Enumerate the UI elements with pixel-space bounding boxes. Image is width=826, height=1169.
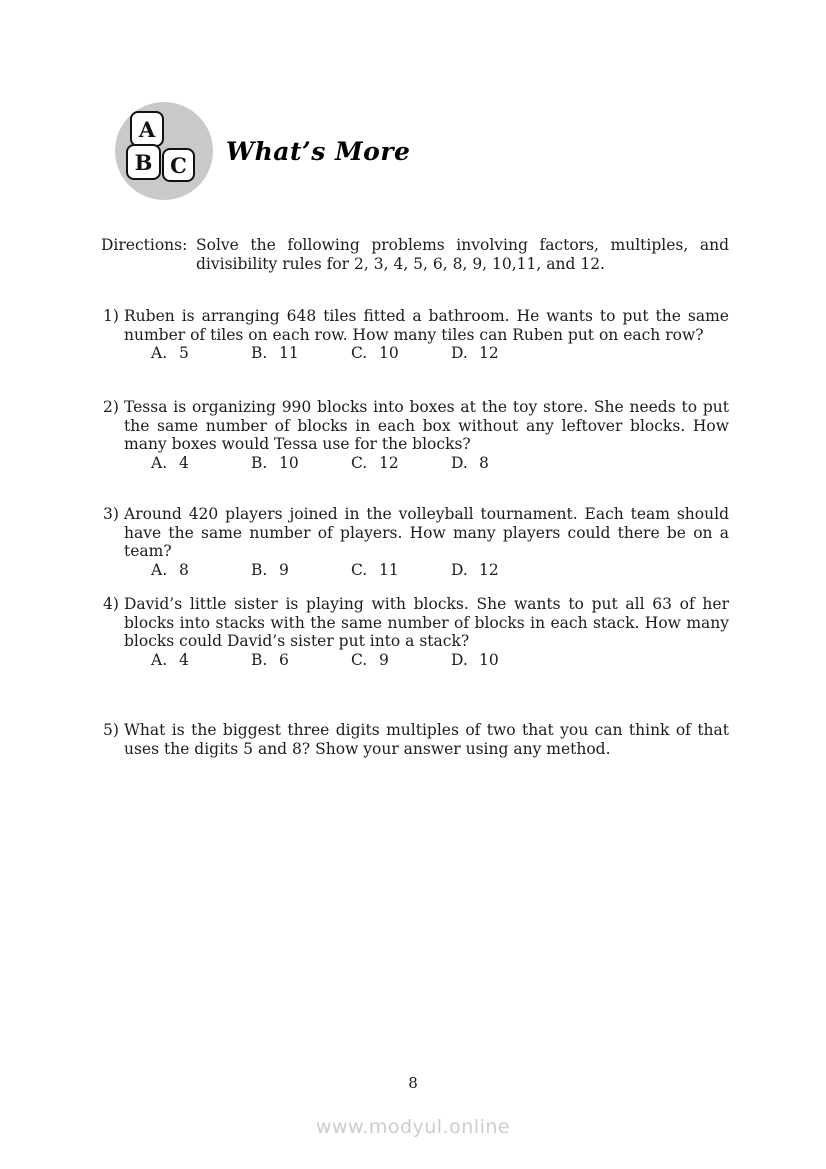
problem-text: What is the biggest three digits multiples of two that you can think of that uses the digits 5 and 8? Show your answer using any method. bbox=[124, 721, 729, 758]
problem-text: Around 420 players joined in the volleyball tournament. Each team should have the same number of players. How many players could there be on a team? bbox=[124, 505, 729, 560]
choice-label: C. bbox=[351, 560, 368, 579]
problem-2 bbox=[103, 398, 729, 472]
choice-label: B. bbox=[251, 560, 268, 579]
abc-block-c-letter: C bbox=[170, 152, 187, 178]
directions-label: Directions: bbox=[101, 236, 188, 254]
choice-value: 6 bbox=[279, 650, 289, 669]
choice-label: B. bbox=[251, 453, 268, 472]
choice-value: 5 bbox=[179, 344, 189, 362]
choice-value: 12 bbox=[479, 344, 499, 362]
choices-row bbox=[124, 651, 729, 670]
choice-a bbox=[151, 344, 251, 363]
choice-label: D. bbox=[451, 560, 468, 579]
choice-value: 9 bbox=[379, 650, 389, 669]
abc-block-b-letter: B bbox=[134, 149, 153, 175]
problem-4 bbox=[103, 595, 729, 669]
choice-label: A. bbox=[151, 650, 168, 669]
choice-a bbox=[151, 454, 251, 473]
choice-c bbox=[351, 344, 451, 363]
problem-5 bbox=[103, 721, 729, 758]
abc-block-a bbox=[130, 111, 164, 147]
choice-label: C. bbox=[351, 453, 368, 472]
problem-body bbox=[124, 307, 729, 363]
choice-value: 12 bbox=[479, 560, 499, 579]
abc-block-b bbox=[126, 144, 161, 180]
choice-d bbox=[451, 344, 499, 363]
watermark: www.modyul.online bbox=[315, 1116, 511, 1138]
choice-label: C. bbox=[351, 344, 368, 362]
problem-body bbox=[124, 505, 729, 579]
problem-number: 4) bbox=[103, 595, 119, 613]
choice-label: B. bbox=[251, 650, 268, 669]
problem-number: 1) bbox=[103, 307, 119, 325]
choice-value: 10 bbox=[379, 344, 399, 362]
choice-label: A. bbox=[151, 560, 168, 579]
problem-text: Ruben is arranging 648 tiles fitted a bathroom. He wants to put the same number of tiles on each row. How many tiles can Ruben put on each row? bbox=[124, 307, 729, 344]
choices-row bbox=[124, 344, 729, 363]
choice-b bbox=[251, 651, 351, 670]
section-header bbox=[115, 102, 410, 200]
choice-label: D. bbox=[451, 650, 468, 669]
choice-label: A. bbox=[151, 453, 168, 472]
abc-blocks-icon bbox=[115, 102, 213, 200]
choice-c bbox=[351, 454, 451, 473]
choice-a bbox=[151, 561, 251, 580]
choice-label: B. bbox=[251, 344, 268, 362]
choice-d bbox=[451, 454, 489, 473]
choice-value: 11 bbox=[379, 560, 399, 579]
problem-text: Tessa is organizing 990 blocks into boxes at the toy store. She needs to put the same number of blocks in each box without any leftover blocks. How many boxes would Tessa use for the blocks? bbox=[124, 398, 729, 453]
abc-block-a-letter: A bbox=[138, 116, 156, 142]
choice-a bbox=[151, 651, 251, 670]
choice-b bbox=[251, 454, 351, 473]
choice-c bbox=[351, 651, 451, 670]
problem-body bbox=[124, 398, 729, 472]
problem-number: 3) bbox=[103, 505, 119, 523]
page-number: 8 bbox=[408, 1074, 418, 1092]
choice-label: D. bbox=[451, 344, 468, 362]
choice-value: 10 bbox=[479, 650, 499, 669]
section-title: What’s More bbox=[226, 136, 411, 166]
choice-value: 4 bbox=[179, 650, 189, 669]
choice-label: D. bbox=[451, 453, 468, 472]
problem-body bbox=[124, 721, 729, 758]
problem-text: David’s little sister is playing with blocks. She wants to put all 63 of her blocks into stacks with the same number of blocks in each stack. How many blocks could David’s sister put into a stack? bbox=[124, 595, 729, 650]
choice-b bbox=[251, 344, 351, 363]
problem-3 bbox=[103, 505, 729, 579]
choices-row bbox=[124, 454, 729, 473]
choice-value: 12 bbox=[379, 453, 399, 472]
choice-d bbox=[451, 561, 499, 580]
choice-d bbox=[451, 651, 499, 670]
directions bbox=[101, 236, 729, 273]
choice-value: 10 bbox=[279, 453, 299, 472]
choice-value: 8 bbox=[179, 560, 189, 579]
choice-value: 11 bbox=[279, 344, 299, 362]
choice-value: 9 bbox=[279, 560, 289, 579]
choice-label: A. bbox=[151, 344, 168, 362]
choice-c bbox=[351, 561, 451, 580]
problem-number: 2) bbox=[103, 398, 119, 416]
directions-text: Solve the following problems involving factors, multiples, and divisibility rules for 2, 3, 4, 5, 6, 8, 9, 10,11, and 12. bbox=[196, 236, 729, 273]
choice-b bbox=[251, 561, 351, 580]
problem-1 bbox=[103, 307, 729, 363]
choice-value: 4 bbox=[179, 453, 189, 472]
choice-label: C. bbox=[351, 650, 368, 669]
problem-number: 5) bbox=[103, 721, 119, 739]
problem-body bbox=[124, 595, 729, 669]
abc-block-c bbox=[162, 148, 195, 182]
choice-value: 8 bbox=[479, 453, 489, 472]
choices-row bbox=[124, 561, 729, 580]
